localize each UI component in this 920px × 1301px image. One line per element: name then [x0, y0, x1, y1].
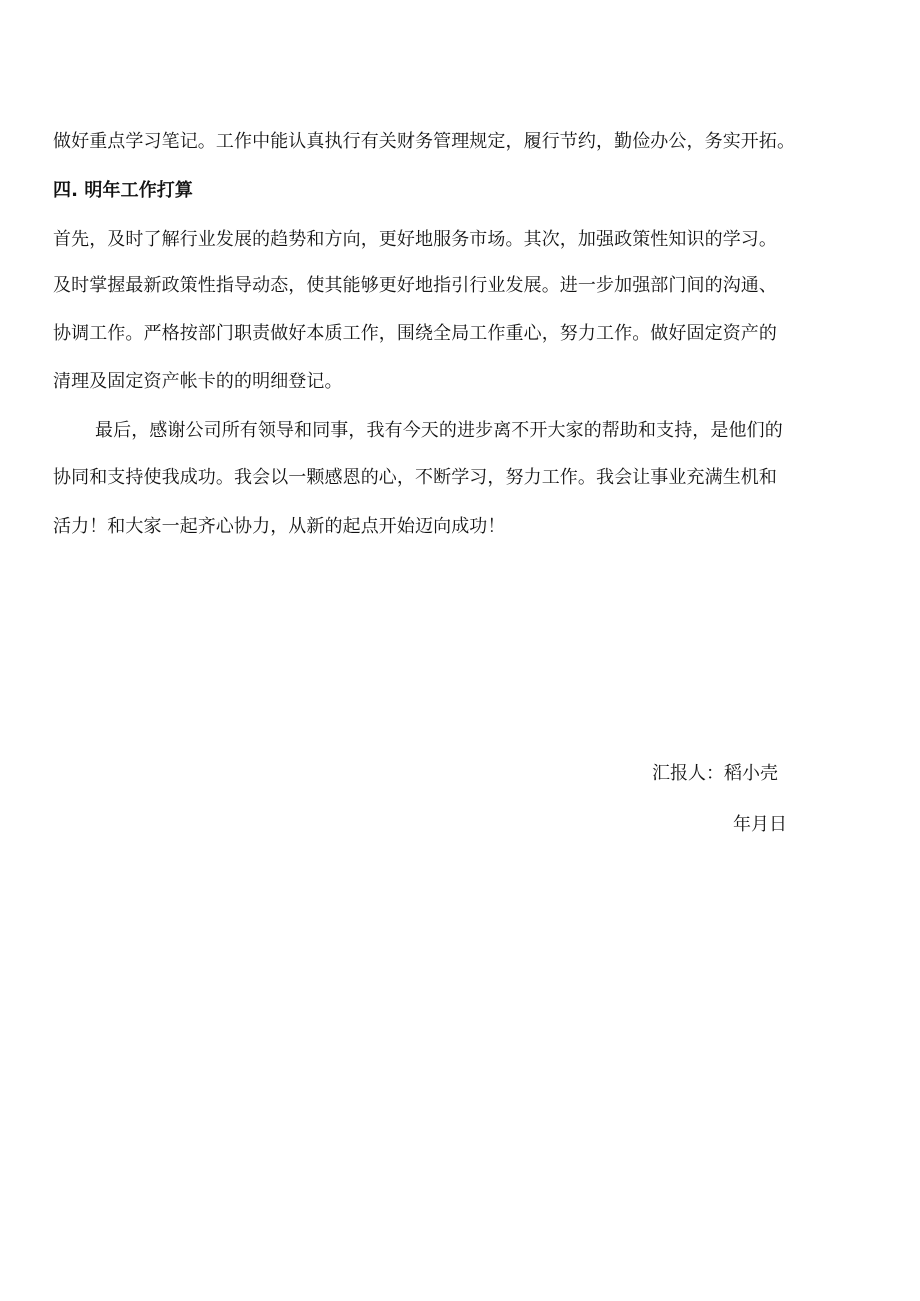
report-date: 年月日	[733, 814, 787, 835]
reporter-signature: 汇报人：稻小壳	[652, 763, 778, 784]
section-line-4: 清理及固定资产帐卡的的明细登记。	[53, 371, 343, 392]
paragraph-continuation: 做好重点学习笔记。工作中能认真执行有关财务管理规定，履行节约，勤俭办公，务实开拓。	[53, 131, 796, 152]
section-line-3: 协调工作。严格按部门职责做好本质工作，围绕全局工作重心，努力工作。做好固定资产的	[53, 323, 777, 344]
closing-line-1: 最后，感谢公司所有领导和同事，我有今天的进步离不开大家的帮助和支持，是他们的	[95, 420, 783, 441]
closing-line-3: 活力！和大家一起齐心协力，从新的起点开始迈向成功！	[53, 516, 506, 537]
section-line-2: 及时掌握最新政策性指导动态，使其能够更好地指引行业发展。进一步加强部门间的沟通、	[53, 275, 777, 296]
section-heading: 四. 明年工作打算	[53, 180, 194, 201]
closing-line-2: 协同和支持使我成功。我会以一颗感恩的心，不断学习，努力工作。我会让事业充满生机和	[53, 467, 777, 488]
section-line-1: 首先，及时了解行业发展的趋势和方向，更好地服务市场。其次，加强政策性知识的学习。	[53, 229, 777, 250]
